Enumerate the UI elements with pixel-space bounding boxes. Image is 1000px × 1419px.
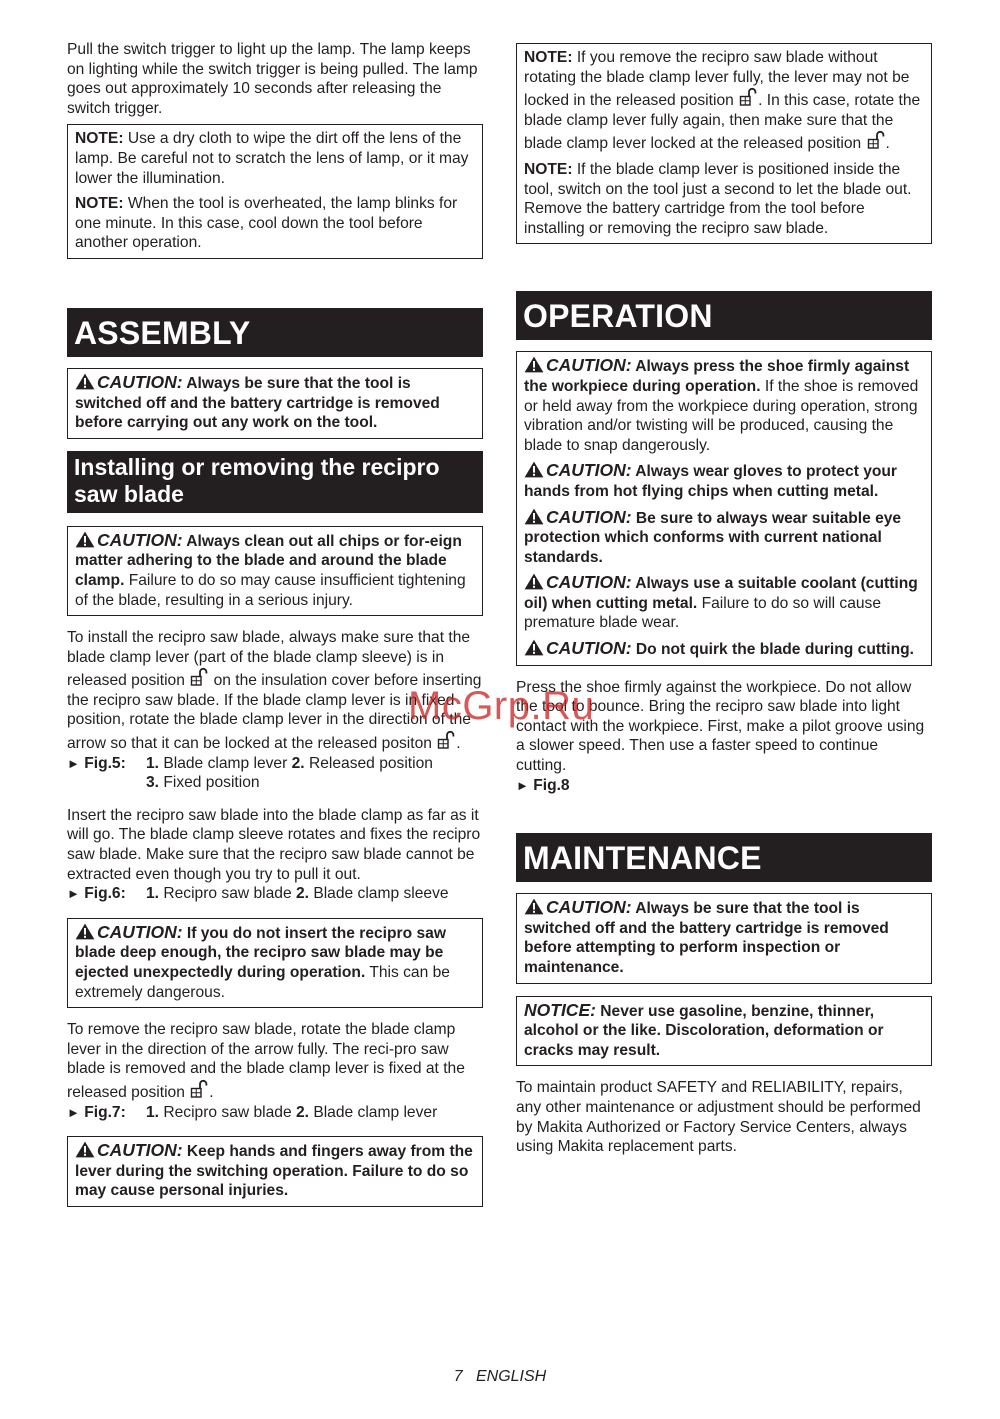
pointer-arrow-icon: ► xyxy=(67,755,80,771)
remove-paragraph: To remove the recipro saw blade, rotate the blade clamp lever in the direction of the arrow fully. The reci-pro saw blade is removed and the blade clamp lever is fixed at the released position . xyxy=(67,1021,465,1101)
fig5-caption: ► Fig.5: 1. Blade clamp lever 2. Released position 3. Fixed position xyxy=(67,754,433,792)
caution-box-insert: CAUTION: If you do not insert the recipro saw blade deep enough, the recipro saw blade may be ejected unexpectedly during operation. This can be extremely dangerous. xyxy=(67,918,483,1008)
warning-triangle-icon xyxy=(75,373,95,390)
caution-box-clean: CAUTION: Always clean out all chips or for-eign matter adhering to the blade and around the blade clamp. Failure to do so may cause insufficient tightening of the blade, resulting in a serious injury. xyxy=(67,526,483,616)
note-box-blade xyxy=(516,43,932,244)
fig6-caption: ► Fig.6: 1. Recipro saw blade 2. Blade clamp sleeve xyxy=(67,885,449,903)
lamp-paragraph: Pull the switch trigger to light up the lamp. The lamp keeps on lighting while the switch trigger is being pulled. The lamp goes out approximately 10 seconds after releasing the switch trigger. xyxy=(67,41,478,117)
insert-paragraph: Insert the recipro saw blade into the blade clamp as far as it will go. The blade clamp sleeve rotates and fixes the recipro saw blade. Make sure that the recipro saw blade cannot be extracted even though you try to pull it out. xyxy=(67,806,481,883)
caution-box-hands: CAUTION: Keep hands and fingers away from the lever during the switching operation. Failure to do so may cause personal injuries. xyxy=(67,1136,483,1207)
released-lock-icon xyxy=(190,1079,208,1099)
operation-heading: OPERATION xyxy=(516,291,932,340)
caution-box-maintenance: CAUTION: Always be sure that the tool is switched off and the battery cartridge is removed before attempting to perform inspection or maintenance. xyxy=(516,893,932,983)
installing-subheading: Installing or removing the recipro saw blade xyxy=(67,451,483,513)
right-column xyxy=(516,40,932,1157)
maintenance-heading: MAINTENANCE xyxy=(516,833,932,882)
note-lamp-lens: NOTE: Use a dry cloth to wipe the dirt off the lens of the lamp. Be careful not to scratch the lens of lamp, or it may lower the illumination. xyxy=(75,130,469,187)
pointer-arrow-icon: ► xyxy=(67,1104,80,1120)
warning-triangle-icon xyxy=(75,1141,95,1158)
note-lever-inside: NOTE: If the blade clamp lever is positioned inside the tool, switch on the tool just a second to let the blade out. Remove the battery cartridge from the tool before installing or removing the recipro saw blade. xyxy=(524,160,912,237)
warning-triangle-icon xyxy=(524,508,544,525)
warning-triangle-icon xyxy=(75,923,95,940)
warning-triangle-icon xyxy=(524,461,544,478)
left-column xyxy=(67,40,483,1219)
note-box-lamp xyxy=(67,124,483,259)
warning-triangle-icon xyxy=(524,639,544,656)
note-remove-blade: NOTE: If you remove the recipro saw blade without rotating the blade clamp lever fully, the lever may not be locked in the released position . In this case, rotate the blade clamp lever fully again, then make sure that the blade clamp lever locked at the released position . xyxy=(524,49,921,153)
pointer-arrow-icon: ► xyxy=(516,777,529,793)
warning-triangle-icon xyxy=(524,573,544,590)
released-lock-icon xyxy=(190,667,208,687)
released-lock-icon xyxy=(867,130,885,150)
caution-box-assembly: CAUTION: Always be sure that the tool is switched off and the battery cartridge is removed before carrying out any work on the tool. xyxy=(67,368,483,439)
warning-triangle-icon xyxy=(75,531,95,548)
install-paragraph: To install the recipro saw blade, always make sure that the blade clamp lever (part of the blade clamp sleeve) is in released position on the insulation cover before inserting the recipro saw blade. If the blade clamp lever is in fixed position, rotate the blade clamp lever in the direction of the arrow so that it can be locked at the released positon . xyxy=(67,629,482,753)
assembly-heading: ASSEMBLY xyxy=(67,308,483,357)
fig8-caption: ► Fig.8 xyxy=(516,776,570,794)
released-lock-icon xyxy=(437,730,455,750)
page-footer: 7 ENGLISH xyxy=(453,1368,547,1385)
maintenance-paragraph: To maintain product SAFETY and RELIABILITY, repairs, any other maintenance or adjustment should be performed by Makita Authorized or Factory Service Centers, always using Makita replacement parts. xyxy=(516,1079,921,1156)
watermark: McGrp.Ru xyxy=(408,684,595,728)
press-paragraph: Press the shoe firmly against the workpiece. Do not allow the tool to bounce. Bring the recipro saw blade into light contact with the workpiece. First, make a pilot groove using a slower speed. Then use a faster speed to continue cutting. xyxy=(516,678,925,775)
warning-triangle-icon xyxy=(524,356,544,373)
pointer-arrow-icon: ► xyxy=(67,886,80,902)
notice-box: NOTICE: Never use gasoline, benzine, thinner, alcohol or the like. Discoloration, deformation or cracks may result. xyxy=(516,996,932,1067)
caution-box-operation: CAUTION: Always press the shoe firmly against the workpiece during operation. If the shoe is removed or held away from the workpiece during operation, strong vibration and/or twisting will be produced, causing the blade to snap dangerously. CAUTION: Always wear gloves to protect your hands from hot flying chips when cutting metal. CAUTION: Be sure to always wear suitable eye protection which conforms with current national standards. CAUTION: Always use a suitable coolant (cutting oil) when cutting metal. Failure to do so will cause premature blade wear. CAUTION: Do not quirk the blade during cutting. xyxy=(516,351,932,665)
note-overheat: NOTE: When the tool is overheated, the lamp blinks for one minute. In this case, cool down the tool before another operation. xyxy=(75,195,458,252)
warning-triangle-icon xyxy=(524,898,544,915)
released-lock-icon xyxy=(739,87,757,107)
fig7-caption: ► Fig.7: 1. Recipro saw blade 2. Blade clamp lever xyxy=(67,1103,438,1121)
